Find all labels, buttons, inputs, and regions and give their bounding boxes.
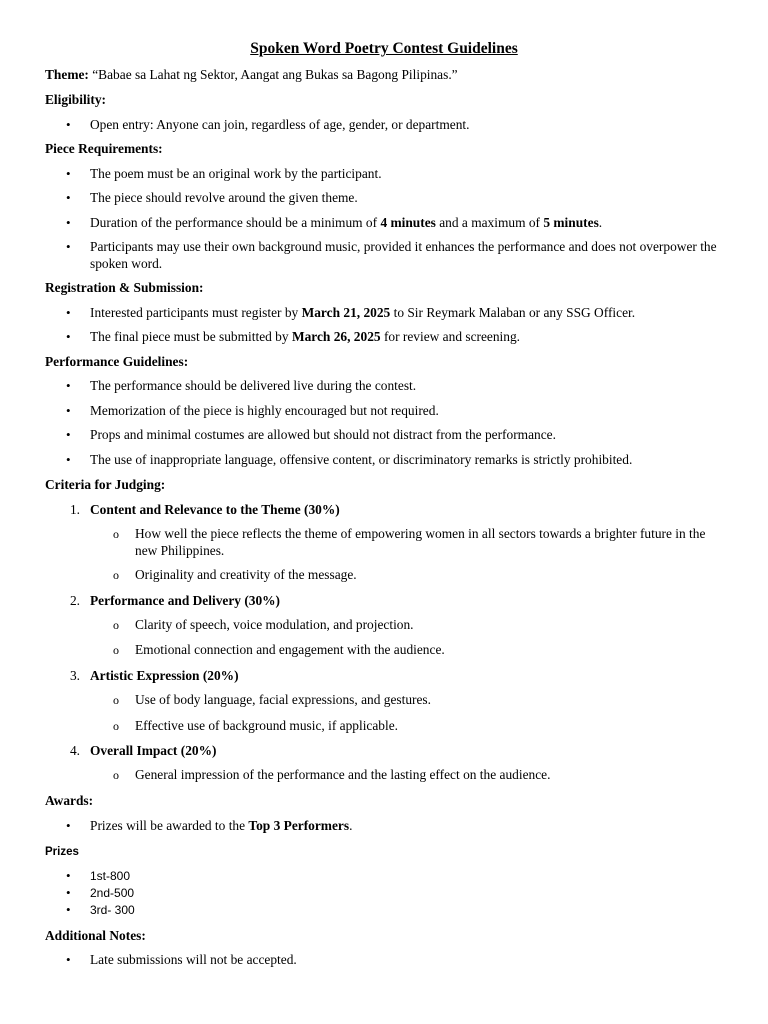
eligibility-heading: Eligibility: bbox=[45, 92, 107, 107]
bullet: • bbox=[66, 190, 71, 205]
bullet: • bbox=[66, 427, 71, 442]
list-item-text: The use of inappropriate language, offensive content, or discriminatory remarks is strictly prohibited. bbox=[90, 452, 633, 467]
bullet: • bbox=[66, 868, 71, 883]
registration-deadline: March 21, 2025 bbox=[301, 305, 391, 320]
sub-item-text: Clarity of speech, voice modulation, and projection. bbox=[135, 617, 414, 632]
bullet: • bbox=[66, 818, 71, 833]
list-item-text bbox=[90, 215, 730, 232]
prize-text: 3rd- 300 bbox=[90, 903, 135, 917]
criteria-heading: Criteria for Judging: bbox=[45, 477, 166, 492]
sub-item-text: How well the piece reflects the theme of empowering women in all sectors towards a brighter future in the new Philippines. bbox=[135, 526, 706, 558]
list-item-text: The poem must be an original work by the participant. bbox=[90, 166, 382, 181]
theme-text: “Babae sa Lahat ng Sektor, Aangat ang Bukas sa Bagong Pilipinas.” bbox=[88, 67, 458, 82]
list-item-text bbox=[90, 329, 730, 346]
text-run: Interested participants must register by bbox=[90, 305, 302, 320]
bullet: • bbox=[66, 215, 71, 230]
sub-bullet: o bbox=[113, 568, 119, 582]
bullet: • bbox=[66, 117, 71, 132]
bullet: • bbox=[66, 305, 71, 320]
sub-item-text: Originality and creativity of the message. bbox=[135, 567, 357, 582]
list-number: 1. bbox=[69, 502, 80, 517]
registration-heading: Registration & Submission: bbox=[45, 280, 204, 295]
list-item-text: Memorization of the piece is highly encouraged but not required. bbox=[90, 403, 439, 418]
criteria-title: Overall Impact (20%) bbox=[90, 743, 217, 758]
text-run: and a maximum of bbox=[435, 215, 544, 230]
sub-bullet: o bbox=[113, 527, 119, 541]
criteria-title: Content and Relevance to the Theme (30%) bbox=[90, 502, 340, 517]
text-run: for review and screening. bbox=[380, 329, 521, 344]
sub-item-text: General impression of the performance and the lasting effect on the audience. bbox=[135, 767, 551, 782]
list-item-text: Participants may use their own background music, provided it enhances the performance and does not overpower the spoken word. bbox=[90, 239, 717, 271]
sub-item-text: Emotional connection and engagement with the audience. bbox=[135, 642, 445, 657]
theme-line bbox=[45, 67, 458, 84]
sub-item-text: Effective use of background music, if applicable. bbox=[135, 718, 399, 733]
text-run: The final piece must be submitted by bbox=[90, 329, 292, 344]
submission-deadline: March 26, 2025 bbox=[291, 329, 381, 344]
bullet: • bbox=[66, 239, 71, 254]
prizes-heading: Prizes bbox=[45, 846, 79, 858]
list-item-text: Late submissions will not be accepted. bbox=[90, 952, 297, 967]
bullet: • bbox=[66, 952, 71, 967]
sub-bullet: o bbox=[113, 719, 119, 733]
sub-bullet: o bbox=[113, 768, 119, 782]
list-item-text bbox=[90, 818, 730, 835]
sub-item-text: Use of body language, facial expressions, and gestures. bbox=[135, 692, 431, 707]
bullet: • bbox=[66, 329, 71, 344]
sub-bullet: o bbox=[113, 618, 119, 632]
prize-text: 2nd-500 bbox=[90, 886, 135, 900]
bullet: • bbox=[66, 166, 71, 181]
list-number: 4. bbox=[69, 743, 80, 758]
list-item-text bbox=[90, 305, 730, 322]
page-title: Spoken Word Poetry Contest Guidelines bbox=[250, 40, 518, 57]
list-item-text: The piece should revolve around the given theme. bbox=[90, 190, 358, 205]
performance-heading: Performance Guidelines: bbox=[45, 354, 189, 369]
bullet: • bbox=[66, 452, 71, 467]
list-item-text: Open entry: Anyone can join, regardless of age, gender, or department. bbox=[90, 117, 470, 132]
min-duration: 4 minutes bbox=[380, 215, 436, 230]
bullet: • bbox=[66, 403, 71, 418]
criteria-title: Performance and Delivery (30%) bbox=[90, 593, 281, 608]
text-run: Duration of the performance should be a minimum of bbox=[90, 215, 381, 230]
sub-bullet: o bbox=[113, 693, 119, 707]
text-run: to Sir Reymark Malaban or any SSG Officer. bbox=[390, 305, 636, 320]
sub-bullet: o bbox=[113, 643, 119, 657]
text-run: Prizes will be awarded to the bbox=[90, 818, 249, 833]
notes-heading: Additional Notes: bbox=[45, 928, 146, 943]
top-performers: Top 3 Performers bbox=[248, 818, 350, 833]
bullet: • bbox=[66, 902, 71, 917]
max-duration: 5 minutes bbox=[543, 215, 599, 230]
list-item-text: Props and minimal costumes are allowed but should not distract from the performance. bbox=[90, 427, 556, 442]
criteria-title: Artistic Expression (20%) bbox=[90, 668, 239, 683]
piece-requirements-heading: Piece Requirements: bbox=[45, 141, 163, 156]
text-run: . bbox=[349, 818, 353, 833]
bullet: • bbox=[66, 885, 71, 900]
theme-label: Theme: bbox=[45, 67, 89, 82]
awards-heading: Awards: bbox=[45, 793, 94, 808]
bullet: • bbox=[66, 378, 71, 393]
list-item-text: The performance should be delivered live during the contest. bbox=[90, 378, 417, 393]
list-number: 3. bbox=[69, 668, 80, 683]
text-run: . bbox=[598, 215, 603, 230]
prize-text: 1st-800 bbox=[90, 869, 131, 883]
list-number: 2. bbox=[69, 593, 80, 608]
